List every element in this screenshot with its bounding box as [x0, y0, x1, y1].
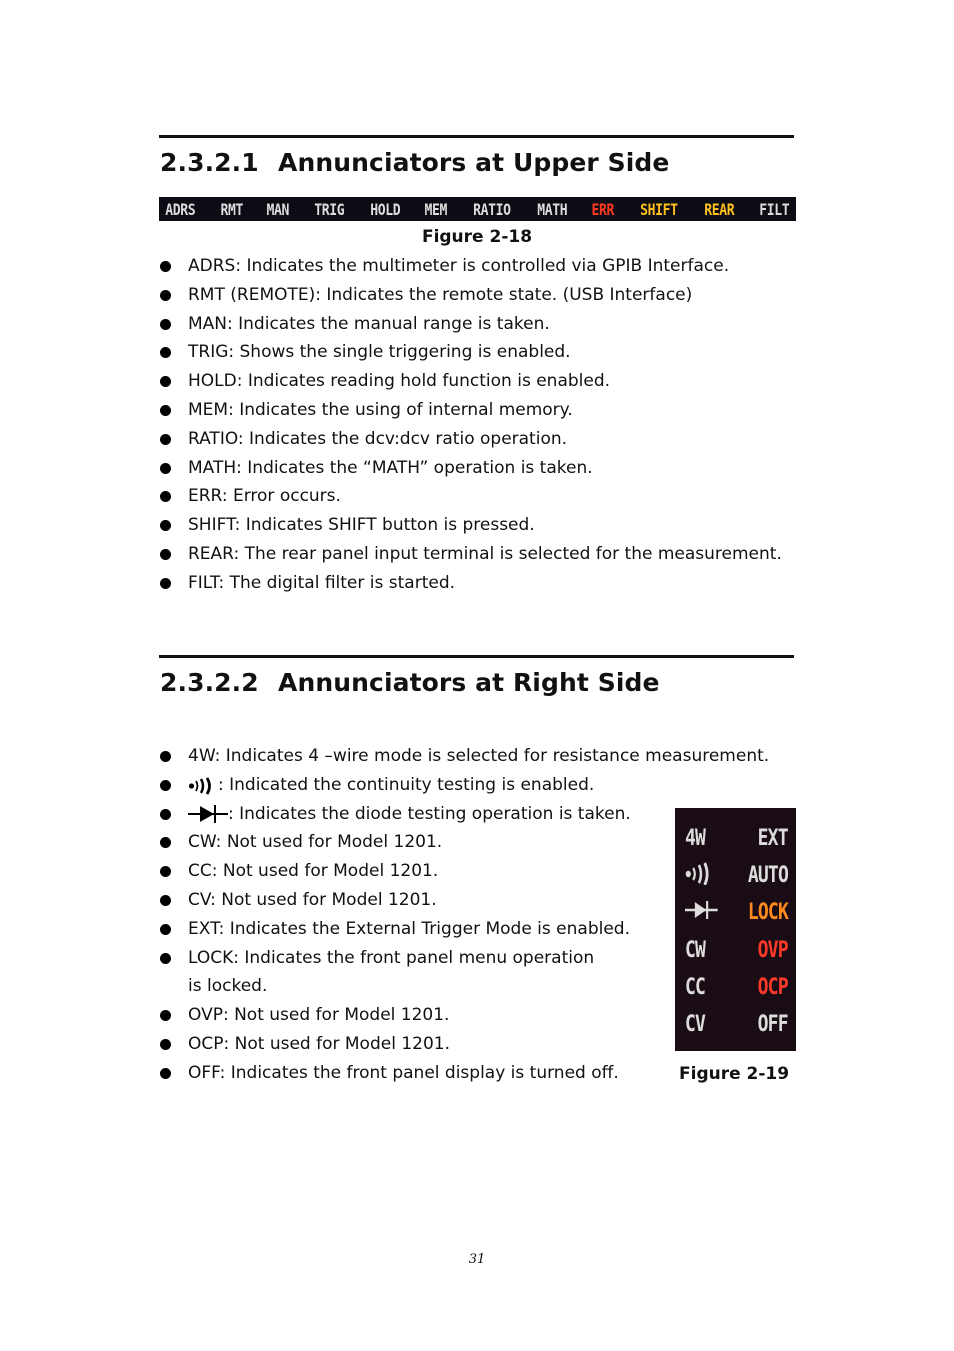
section-title: Annunciators at Right Side: [278, 668, 660, 697]
bullet-icon: [160, 809, 171, 820]
bullet-icon: [160, 549, 171, 560]
annunciator-rear: REAR: [703, 199, 734, 219]
bullet-icon: [160, 405, 171, 416]
bullet-icon: [160, 491, 171, 502]
list-item: ADRS: Indicates the multimeter is controlled via GPIB Interface.: [160, 252, 782, 281]
list-item: MEM: Indicates the using of internal memory.: [160, 396, 782, 425]
upper-annunciator-list: [160, 252, 782, 598]
list-item: HOLD: Indicates reading hold function is enabled.: [160, 367, 782, 396]
bullet-icon: [160, 520, 171, 531]
bullet-icon: [160, 780, 171, 791]
bullet-icon: [160, 1039, 171, 1050]
annunciator-trig: TRIG: [314, 199, 345, 219]
list-item: EXT: Indicates the External Trigger Mode is enabled.: [160, 915, 769, 944]
list-item: FILT: The digital filter is started.: [160, 569, 782, 598]
annunciator-mem: MEM: [424, 199, 448, 219]
annunciator-bar-figure: [159, 197, 796, 221]
continuity-icon: [188, 775, 218, 795]
section-heading-right: [160, 668, 660, 697]
annunciator-filt: FILT: [759, 199, 790, 219]
annunciator-man: MAN: [266, 199, 290, 219]
panel-annunciator-4w: 4W: [685, 826, 706, 852]
list-item: : Indicates the diode testing operation is taken.: [160, 800, 769, 829]
annunciator-shift: SHIFT: [639, 199, 678, 219]
panel-annunciator-cw: CW: [685, 937, 706, 963]
panel-annunciator-cv: CV: [685, 1011, 706, 1037]
panel-annunciator-ext: EXT: [757, 826, 788, 852]
list-item: ERR: Error occurs.: [160, 482, 782, 511]
panel-annunciator-cc: CC: [685, 974, 706, 1000]
right-annunciator-panel-figure: [675, 808, 796, 1051]
annunciator-hold: HOLD: [369, 199, 400, 219]
annunciator-adrs: ADRS: [165, 199, 196, 219]
figure-caption-2-19: Figure 2-19: [679, 1064, 790, 1084]
list-item: MAN: Indicates the manual range is taken.: [160, 310, 782, 339]
list-item: : Indicated the continuity testing is enabled.: [160, 771, 769, 800]
panel-annunciator-lock: LOCK: [747, 900, 788, 926]
annunciator-rmt: RMT: [220, 199, 243, 219]
panel-continuity-icon: [685, 861, 727, 891]
list-item: 4W: Indicates 4 –wire mode is selected for resistance measurement.: [160, 742, 769, 771]
diode-icon: [188, 803, 228, 825]
section-number: 2.3.2.2: [160, 668, 259, 697]
bullet-icon: [160, 463, 171, 474]
list-item: RATIO: Indicates the dcv:dcv ratio operation.: [160, 425, 782, 454]
section-rule-right: [159, 655, 794, 658]
bullet-icon: [160, 434, 171, 445]
list-item: TRIG: Shows the single triggering is enabled.: [160, 338, 782, 367]
section-number: 2.3.2.1: [160, 148, 259, 177]
figure-caption-2-18: Figure 2-18: [421, 227, 533, 247]
panel-annunciator-ovp: OVP: [757, 937, 788, 963]
list-item: OCP: Not used for Model 1201.: [160, 1030, 769, 1059]
bullet-icon: [160, 866, 171, 877]
section-rule-top: [159, 135, 794, 138]
list-item: LOCK: Indicates the front panel menu operation is locked.: [160, 944, 769, 1002]
list-item: SHIFT: Indicates SHIFT button is pressed.: [160, 511, 782, 540]
bullet-icon: [160, 319, 171, 330]
bullet-icon: [160, 1068, 171, 1079]
bullet-icon: [160, 751, 171, 762]
page-number: 31: [468, 1252, 486, 1267]
section-heading-upper: [160, 148, 669, 177]
list-item: OFF: Indicates the front panel display is turned off.: [160, 1059, 769, 1088]
bullet-icon: [160, 895, 171, 906]
section-title: Annunciators at Upper Side: [278, 148, 670, 177]
list-item: CW: Not used for Model 1201.: [160, 828, 769, 857]
bullet-icon: [160, 376, 171, 387]
annunciator-err: ERR: [591, 199, 615, 219]
list-item: MATH: Indicates the “MATH” operation is taken.: [160, 454, 782, 483]
list-item: CV: Not used for Model 1201.: [160, 886, 769, 915]
list-item: CC: Not used for Model 1201.: [160, 857, 769, 886]
list-item: REAR: The rear panel input terminal is selected for the measurement.: [160, 540, 782, 569]
list-item: RMT (REMOTE): Indicates the remote state. (USB Interface): [160, 281, 782, 310]
bullet-icon: [160, 347, 171, 358]
annunciator-ratio: RATIO: [472, 199, 511, 219]
panel-diode-icon: [685, 899, 727, 927]
list-item: OVP: Not used for Model 1201.: [160, 1001, 769, 1030]
panel-annunciator-auto: AUTO: [747, 863, 788, 889]
bullet-icon: [160, 578, 171, 589]
panel-annunciator-off: OFF: [757, 1011, 788, 1037]
bullet-icon: [160, 924, 171, 935]
annunciator-math: MATH: [536, 199, 567, 219]
panel-annunciator-ocp: OCP: [757, 974, 788, 1000]
bullet-icon: [160, 953, 171, 964]
bullet-icon: [160, 290, 171, 301]
bullet-icon: [160, 837, 171, 848]
bullet-icon: [160, 261, 171, 272]
bullet-icon: [160, 1010, 171, 1021]
